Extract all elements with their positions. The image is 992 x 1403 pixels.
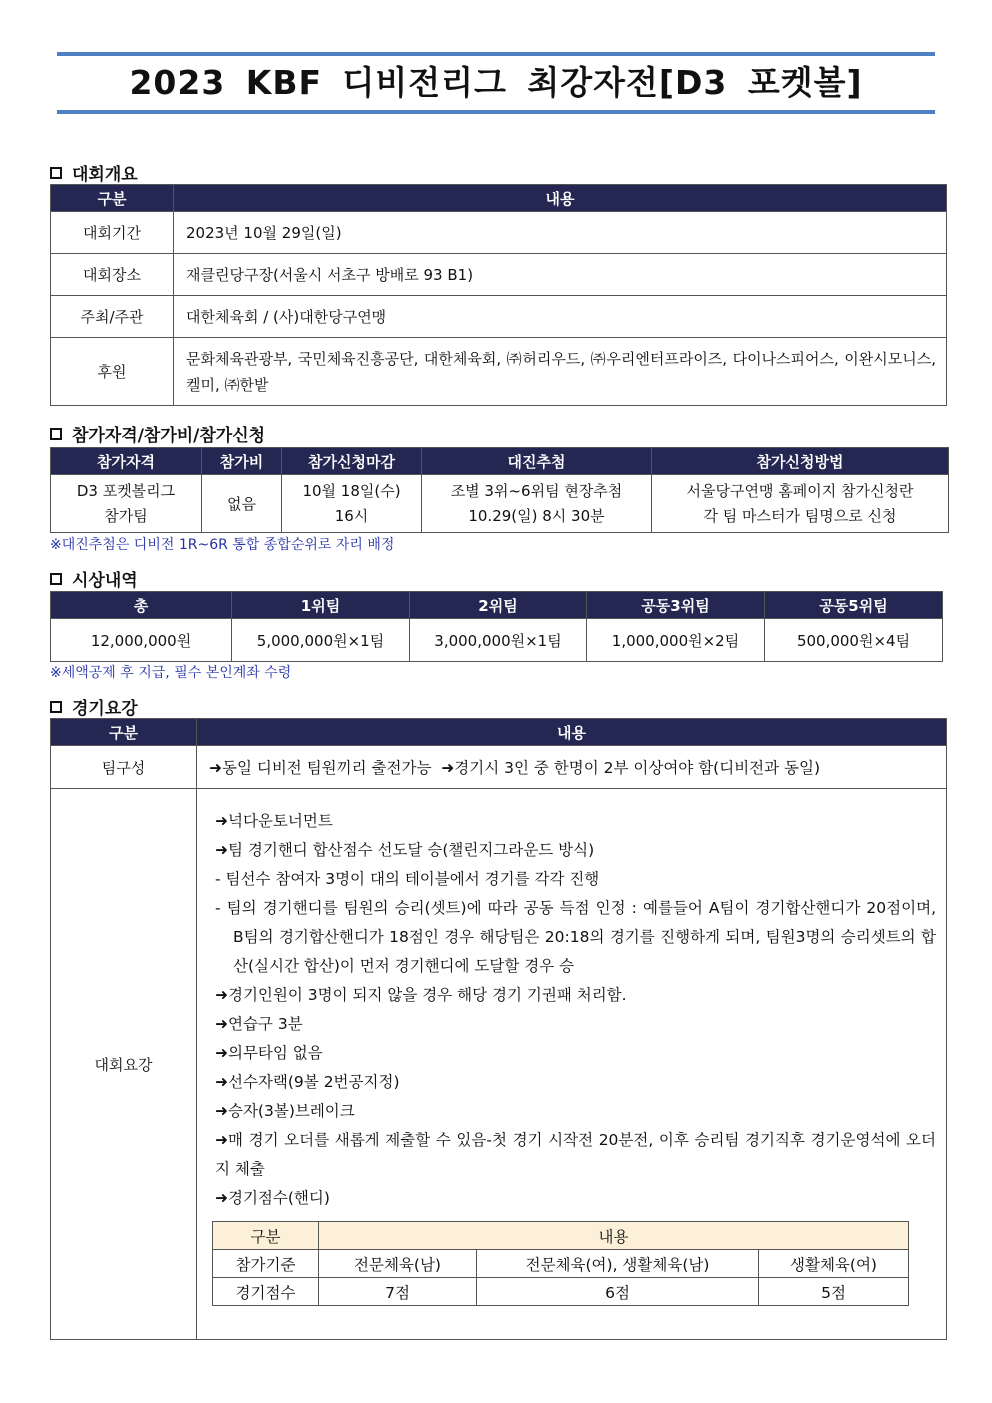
rules-table <box>50 718 947 1340</box>
rule-line: - 팀선수 참여자 3명이 대의 테이블에서 경기를 각각 진행 <box>215 870 600 888</box>
entry-head-draw: 대진추첨 <box>422 448 652 475</box>
score-head-content: 내용 <box>319 1222 909 1250</box>
table-row <box>51 212 947 254</box>
entry-head-deadline: 참가신청마감 <box>282 448 422 475</box>
checkbox-square-icon <box>50 573 62 585</box>
score-value: 6점 <box>477 1278 759 1306</box>
table-row <box>51 619 943 662</box>
rule-line: ➜경기점수(핸디) <box>215 1189 330 1207</box>
entry-table <box>50 447 949 533</box>
rules-head-content: 내용 <box>197 719 947 746</box>
overview-label: 대회장소 <box>51 254 174 296</box>
prize-second-value: 3,000,000원×1팀 <box>410 619 587 662</box>
entry-fee: 없음 <box>202 475 282 533</box>
checkbox-square-icon <box>50 701 62 713</box>
table-row <box>51 254 947 296</box>
entry-draw: 조별 3위~6위팀 현장추첨 10.29(일) 8시 30분 <box>422 475 652 533</box>
entry-qualification: D3 포켓볼리그 참가팀 <box>51 475 202 533</box>
rule-line: ➜의무타임 없음 <box>215 1044 323 1062</box>
entry-head-qualification: 참가자격 <box>51 448 202 475</box>
overview-value: 재클린당구장(서울시 서초구 방배로 93 B1) <box>174 254 947 296</box>
rules-main-content <box>197 789 947 1340</box>
section-entry-heading: 참가자격/참가비/참가신청 <box>50 421 265 446</box>
table-row <box>213 1250 909 1278</box>
table-row <box>51 338 947 406</box>
rule-line: ➜매 경기 오더를 새롭게 제출할 수 있음-첫 경기 시작전 20분전, 이후 승리팀 경기직후 경기운영석에 오더지 체출 <box>215 1131 936 1178</box>
overview-table <box>50 184 947 406</box>
section-prize-heading: 시상내역 <box>50 566 138 591</box>
rule-line: ➜넉다운토너먼트 <box>215 812 333 830</box>
entry-head-method: 참가신청방법 <box>652 448 949 475</box>
rules-team-value: ➜동일 디비전 팀원끼리 출전가능 ➜경기시 3인 중 한명이 2부 이상여야 함(디비전과 동일) <box>197 746 947 789</box>
score-criteria: 생활체육(여) <box>759 1250 909 1278</box>
score-table <box>212 1221 909 1306</box>
prize-third-value: 1,000,000원×2팀 <box>587 619 765 662</box>
rules-main-label: 대회요강 <box>51 789 197 1340</box>
section-rules-heading: 경기요강 <box>50 694 138 719</box>
prize-head-second: 2위팀 <box>410 592 587 619</box>
rule-line: - 팀의 경기핸디를 팀원의 승리(셋트)에 따라 공동 득점 인정 : 예를들어 A팀이 경기합산핸디가 20점이며, B팀의 경기합산핸디가 18점인 경우 해당팀은 20:18의 경기를 진행하게 되며, 팀원3명의 승리셋트의 합산(실시간 합산)이 먼저 경기핸디에 도달할 경우 승 <box>215 899 936 975</box>
prize-fifth-value: 500,000원×4팀 <box>765 619 943 662</box>
entry-head-fee: 참가비 <box>202 448 282 475</box>
prize-head-total: 총 <box>51 592 232 619</box>
page-title: 2023 KBF 디비전리그 최강자전[D3 포켓볼] <box>129 63 863 102</box>
overview-label: 주최/주관 <box>51 296 174 338</box>
prize-head-third: 공동3위팀 <box>587 592 765 619</box>
score-value: 7점 <box>319 1278 477 1306</box>
overview-head-category: 구분 <box>51 185 174 212</box>
overview-label: 후원 <box>51 338 174 406</box>
checkbox-square-icon <box>50 167 62 179</box>
rule-line: ➜팀 경기핸디 합산점수 선도달 승(챌린지그라운드 방식) <box>215 841 595 859</box>
score-criteria: 전문체육(여), 생활체육(남) <box>477 1250 759 1278</box>
score-value: 5점 <box>759 1278 909 1306</box>
entry-method: 서울당구연맹 홈페이지 참가신청란 각 팀 마스터가 팀명으로 신청 <box>652 475 949 533</box>
table-row <box>51 475 949 533</box>
prize-note: ※세액공제 후 지급, 필수 본인계좌 수령 <box>50 665 292 681</box>
score-criteria: 전문체육(남) <box>319 1250 477 1278</box>
table-row <box>213 1278 909 1306</box>
rule-line: ➜연습구 3분 <box>215 1015 303 1033</box>
prize-head-first: 1위팀 <box>232 592 410 619</box>
rule-line: ➜선수자랙(9볼 2번공지정) <box>215 1073 400 1091</box>
title-banner <box>57 52 935 114</box>
table-row <box>51 296 947 338</box>
rules-head-category: 구분 <box>51 719 197 746</box>
overview-head-content: 내용 <box>174 185 947 212</box>
section-overview-heading: 대회개요 <box>50 160 138 185</box>
rule-line: ➜승자(3볼)브레이크 <box>215 1102 355 1120</box>
overview-value: 2023년 10월 29일(일) <box>174 212 947 254</box>
prize-first-value: 5,000,000원×1팀 <box>232 619 410 662</box>
table-row <box>51 789 947 1340</box>
score-criteria-label: 참가기준 <box>213 1250 319 1278</box>
rules-team-label: 팀구성 <box>51 746 197 789</box>
prize-table <box>50 591 943 662</box>
overview-value: 문화체육관광부, 국민체육진흥공단, 대한체육회, ㈜허리우드, ㈜우리엔터프라이즈, 다이나스피어스, 이완시모니스, 켈미, ㈜한밭 <box>174 338 947 406</box>
entry-note: ※대진추첨은 디비전 1R~6R 통합 종합순위로 자리 배정 <box>50 537 395 553</box>
table-row <box>51 746 947 789</box>
prize-head-fifth: 공동5위팀 <box>765 592 943 619</box>
checkbox-square-icon <box>50 428 62 440</box>
score-head-category: 구분 <box>213 1222 319 1250</box>
rule-line: ➜경기인원이 3명이 되지 않을 경우 해당 경기 기권패 처리함. <box>215 986 627 1004</box>
entry-deadline: 10월 18일(수) 16시 <box>282 475 422 533</box>
score-value-label: 경기점수 <box>213 1278 319 1306</box>
overview-label: 대회기간 <box>51 212 174 254</box>
prize-total-value: 12,000,000원 <box>51 619 232 662</box>
overview-value: 대한체육회 / (사)대한당구연맹 <box>174 296 947 338</box>
